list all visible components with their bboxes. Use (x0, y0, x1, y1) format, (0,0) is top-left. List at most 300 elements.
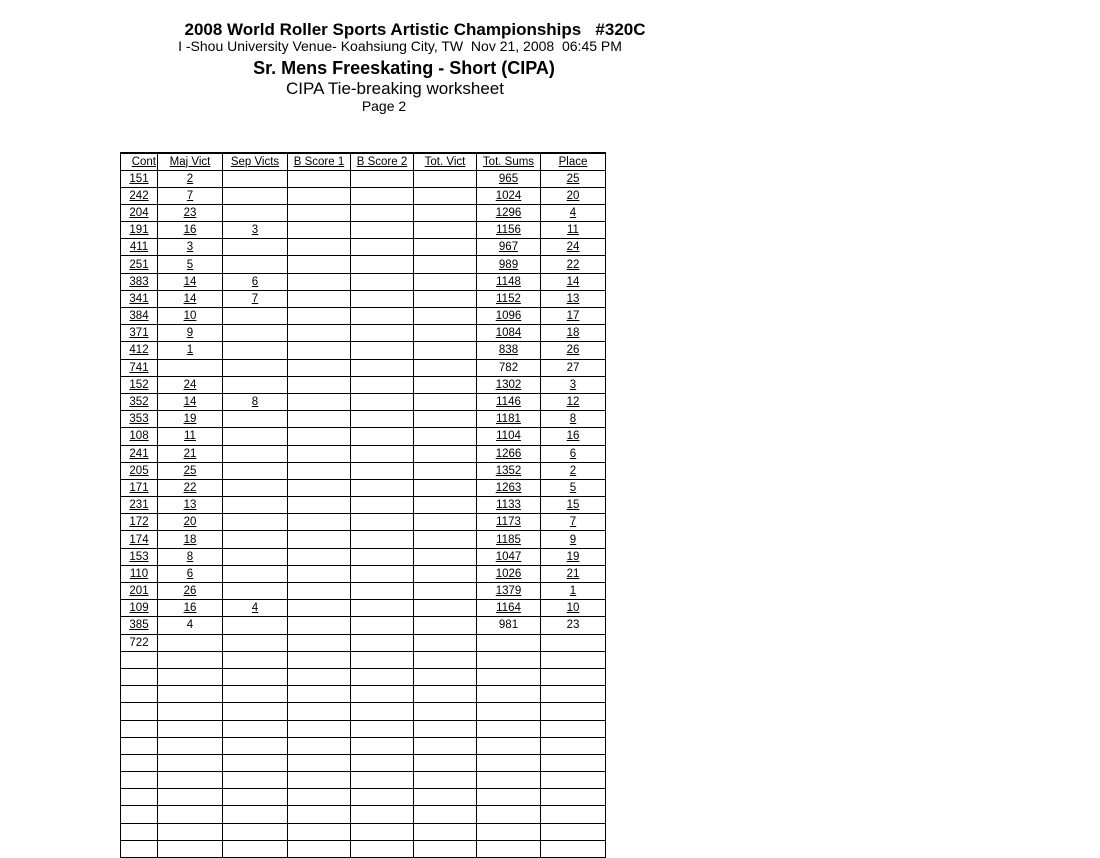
table-row (121, 634, 606, 651)
cell: 3 (541, 376, 606, 393)
cell (223, 514, 288, 531)
cell: 8 (223, 393, 288, 410)
cell (351, 583, 414, 600)
cell (351, 600, 414, 617)
cell (414, 737, 477, 754)
cell (158, 686, 223, 703)
cell (288, 462, 351, 479)
cell (351, 393, 414, 410)
cell (223, 256, 288, 273)
cell: 10 (158, 308, 223, 325)
cell (414, 806, 477, 823)
cell (351, 651, 414, 668)
cell (414, 170, 477, 187)
cell (158, 772, 223, 789)
cell (288, 170, 351, 187)
cell (414, 479, 477, 496)
cell: 16 (158, 222, 223, 239)
cell (414, 772, 477, 789)
cell (288, 497, 351, 514)
cell (223, 806, 288, 823)
cell: 1084 (477, 325, 541, 342)
cell (223, 720, 288, 737)
table-row (121, 497, 606, 514)
cell (223, 548, 288, 565)
cell (288, 737, 351, 754)
cell (121, 789, 158, 806)
cell: 384 (121, 308, 158, 325)
cell (414, 634, 477, 651)
cell (288, 668, 351, 685)
cell (414, 273, 477, 290)
cell (223, 668, 288, 685)
tie-breaking-table (120, 152, 606, 858)
cell: 153 (121, 548, 158, 565)
cell (288, 239, 351, 256)
empty-row (121, 823, 606, 840)
table-row (121, 170, 606, 187)
table-body (121, 170, 606, 858)
cell: 10 (541, 600, 606, 617)
cell (351, 170, 414, 187)
cell (158, 359, 223, 376)
cell (223, 634, 288, 651)
cell (288, 754, 351, 771)
cell: 23 (541, 617, 606, 634)
cell (288, 290, 351, 307)
cell (158, 754, 223, 771)
cell (414, 428, 477, 445)
cell: 242 (121, 187, 158, 204)
event-title: Sr. Mens Freeskating - Short (CIPA) (253, 58, 555, 78)
cell (223, 583, 288, 600)
column-header: Maj Vict (158, 153, 223, 170)
cell: 6 (541, 445, 606, 462)
cell: 1096 (477, 308, 541, 325)
venue-datetime-line: I -Shou University Venue- Koahsiung City, TW Nov 21, 2008 06:45 PM (178, 38, 622, 54)
cell (541, 737, 606, 754)
cell (158, 703, 223, 720)
cell: 965 (477, 170, 541, 187)
cell (477, 668, 541, 685)
cell: 1266 (477, 445, 541, 462)
table-row (121, 411, 606, 428)
cell: 11 (541, 222, 606, 239)
cell: 15 (541, 497, 606, 514)
cell (288, 204, 351, 221)
cell (541, 823, 606, 840)
cell (477, 686, 541, 703)
cell: 231 (121, 497, 158, 514)
cell: 205 (121, 462, 158, 479)
cell (351, 565, 414, 582)
empty-row (121, 668, 606, 685)
cell (477, 634, 541, 651)
cell (477, 720, 541, 737)
cell: 1156 (477, 222, 541, 239)
cell: 152 (121, 376, 158, 393)
cell (477, 840, 541, 857)
table-row (121, 342, 606, 359)
cell (477, 789, 541, 806)
cell (477, 754, 541, 771)
cell: 172 (121, 514, 158, 531)
cell (351, 772, 414, 789)
cell: 1302 (477, 376, 541, 393)
cell: 151 (121, 170, 158, 187)
cell: 204 (121, 204, 158, 221)
cell: 14 (158, 290, 223, 307)
empty-row (121, 772, 606, 789)
cell (288, 583, 351, 600)
cell: 22 (158, 479, 223, 496)
cell (414, 703, 477, 720)
cell: 19 (158, 411, 223, 428)
cell: 110 (121, 565, 158, 582)
cell (351, 668, 414, 685)
cell (121, 720, 158, 737)
cell: 2 (541, 462, 606, 479)
cell: 174 (121, 531, 158, 548)
empty-row (121, 806, 606, 823)
cell: 21 (158, 445, 223, 462)
cell: 3 (223, 222, 288, 239)
cell (223, 479, 288, 496)
cell (351, 531, 414, 548)
cell: 1185 (477, 531, 541, 548)
cell (223, 325, 288, 342)
cell: 1148 (477, 273, 541, 290)
cell (223, 686, 288, 703)
cell (351, 187, 414, 204)
table-row (121, 290, 606, 307)
cell: 1026 (477, 565, 541, 582)
cell (477, 772, 541, 789)
cell (121, 772, 158, 789)
cell (158, 737, 223, 754)
cell (351, 497, 414, 514)
cell (223, 497, 288, 514)
page-number: Page 2 (361, 98, 407, 114)
cell: 241 (121, 445, 158, 462)
table-row (121, 548, 606, 565)
cell (414, 256, 477, 273)
table-row (121, 531, 606, 548)
cell (414, 342, 477, 359)
cell (414, 514, 477, 531)
empty-row (121, 703, 606, 720)
cell (223, 754, 288, 771)
cell (288, 222, 351, 239)
cell: 7 (223, 290, 288, 307)
empty-row (121, 720, 606, 737)
cell (414, 376, 477, 393)
cell: 191 (121, 222, 158, 239)
cell: 383 (121, 273, 158, 290)
cell (541, 703, 606, 720)
cell: 9 (541, 531, 606, 548)
table-row (121, 479, 606, 496)
table-row (121, 583, 606, 600)
table-header (121, 153, 606, 170)
cell: 109 (121, 600, 158, 617)
table-row (121, 600, 606, 617)
cell (477, 651, 541, 668)
cell (414, 187, 477, 204)
table-row (121, 325, 606, 342)
cell (351, 273, 414, 290)
cell: 9 (158, 325, 223, 342)
worksheet-title: CIPA Tie-breaking worksheet (286, 79, 504, 98)
cell: 18 (158, 531, 223, 548)
cell (223, 170, 288, 187)
cell: 341 (121, 290, 158, 307)
cell: 1133 (477, 497, 541, 514)
cell (351, 376, 414, 393)
cell: 27 (541, 359, 606, 376)
cell (223, 428, 288, 445)
cell (158, 840, 223, 857)
cell: 1296 (477, 204, 541, 221)
cell (351, 720, 414, 737)
cell: 16 (158, 600, 223, 617)
cell: 13 (541, 290, 606, 307)
cell (288, 806, 351, 823)
cell (351, 737, 414, 754)
cell (288, 479, 351, 496)
cell: 22 (541, 256, 606, 273)
cell: 24 (158, 376, 223, 393)
cell (223, 531, 288, 548)
cell (414, 290, 477, 307)
table-row (121, 187, 606, 204)
cell (223, 187, 288, 204)
cell (288, 308, 351, 325)
cell (223, 789, 288, 806)
cell (351, 428, 414, 445)
cell (351, 754, 414, 771)
cell (351, 256, 414, 273)
cell: 21 (541, 565, 606, 582)
cell (288, 823, 351, 840)
cell (223, 308, 288, 325)
cell (223, 462, 288, 479)
cell: 981 (477, 617, 541, 634)
empty-row (121, 737, 606, 754)
cell (351, 204, 414, 221)
cell: 251 (121, 256, 158, 273)
cell (158, 651, 223, 668)
column-header: Tot. Sums (477, 153, 541, 170)
cell (158, 789, 223, 806)
cell: 18 (541, 325, 606, 342)
cell (288, 548, 351, 565)
table-row (121, 376, 606, 393)
cell (351, 703, 414, 720)
cell: 25 (158, 462, 223, 479)
cell (351, 806, 414, 823)
cell: 1146 (477, 393, 541, 410)
cell: 741 (121, 359, 158, 376)
cell (223, 651, 288, 668)
cell (288, 411, 351, 428)
cell (414, 462, 477, 479)
cell (414, 222, 477, 239)
cell: 1 (541, 583, 606, 600)
cell (351, 840, 414, 857)
header-row (121, 153, 606, 170)
cell (223, 359, 288, 376)
cell (288, 600, 351, 617)
cell: 4 (158, 617, 223, 634)
cell: 25 (541, 170, 606, 187)
cell (158, 806, 223, 823)
cell: 371 (121, 325, 158, 342)
cell (414, 651, 477, 668)
cell (288, 789, 351, 806)
cell (351, 239, 414, 256)
cell (541, 754, 606, 771)
cell (414, 497, 477, 514)
cell: 19 (541, 548, 606, 565)
cell (541, 789, 606, 806)
cell (223, 204, 288, 221)
cell: 7 (541, 514, 606, 531)
table-row (121, 204, 606, 221)
cell (288, 651, 351, 668)
cell (288, 617, 351, 634)
cell (414, 548, 477, 565)
cell: 967 (477, 239, 541, 256)
cell (121, 668, 158, 685)
cell (223, 737, 288, 754)
cell (351, 789, 414, 806)
cell: 838 (477, 342, 541, 359)
cell (541, 686, 606, 703)
cell: 352 (121, 393, 158, 410)
cell: 11 (158, 428, 223, 445)
cell (288, 772, 351, 789)
cell (288, 359, 351, 376)
cell (223, 703, 288, 720)
cell (288, 342, 351, 359)
cell (288, 376, 351, 393)
cell: 5 (541, 479, 606, 496)
cell (158, 720, 223, 737)
cell (414, 840, 477, 857)
table-row (121, 462, 606, 479)
table-row (121, 514, 606, 531)
column-header: Cont (121, 153, 158, 170)
cell (223, 445, 288, 462)
cell (288, 703, 351, 720)
cell: 5 (158, 256, 223, 273)
cell (121, 823, 158, 840)
cell: 1024 (477, 187, 541, 204)
cell (351, 634, 414, 651)
cell (288, 187, 351, 204)
cell: 23 (158, 204, 223, 221)
cell: 3 (158, 239, 223, 256)
cell: 6 (223, 273, 288, 290)
cell: 4 (541, 204, 606, 221)
cell (414, 239, 477, 256)
cell: 385 (121, 617, 158, 634)
cell: 1352 (477, 462, 541, 479)
cell (288, 273, 351, 290)
cell: 722 (121, 634, 158, 651)
cell: 20 (541, 187, 606, 204)
cell (477, 823, 541, 840)
cell: 8 (158, 548, 223, 565)
cell (351, 686, 414, 703)
cell: 412 (121, 342, 158, 359)
cell (158, 823, 223, 840)
cell (288, 720, 351, 737)
cell (414, 393, 477, 410)
cell (351, 222, 414, 239)
cell (223, 823, 288, 840)
table-row (121, 256, 606, 273)
column-header: B Score 1 (288, 153, 351, 170)
cell: 14 (158, 273, 223, 290)
cell (288, 514, 351, 531)
cell (223, 565, 288, 582)
cell (414, 204, 477, 221)
cell (121, 754, 158, 771)
cell (541, 840, 606, 857)
cell (541, 668, 606, 685)
cell: 1 (158, 342, 223, 359)
cell: 1181 (477, 411, 541, 428)
cell (414, 531, 477, 548)
cell (121, 686, 158, 703)
cell: 6 (158, 565, 223, 582)
cell (414, 325, 477, 342)
cell (351, 308, 414, 325)
cell (223, 376, 288, 393)
table-row (121, 445, 606, 462)
cell: 1152 (477, 290, 541, 307)
cell (477, 703, 541, 720)
cell (351, 342, 414, 359)
cell (414, 445, 477, 462)
cell (351, 462, 414, 479)
table-row (121, 308, 606, 325)
table-row (121, 617, 606, 634)
cell (288, 686, 351, 703)
cell: 782 (477, 359, 541, 376)
cell (541, 651, 606, 668)
cell (541, 634, 606, 651)
cell (351, 445, 414, 462)
cell: 411 (121, 239, 158, 256)
cell (477, 806, 541, 823)
cell (223, 840, 288, 857)
cell (288, 393, 351, 410)
cell (414, 308, 477, 325)
cell (288, 840, 351, 857)
cell: 1173 (477, 514, 541, 531)
cell (414, 600, 477, 617)
table-row (121, 359, 606, 376)
column-header: Place (541, 153, 606, 170)
column-header: Tot. Vict (414, 153, 477, 170)
cell (351, 823, 414, 840)
empty-row (121, 754, 606, 771)
cell (414, 617, 477, 634)
empty-row (121, 651, 606, 668)
